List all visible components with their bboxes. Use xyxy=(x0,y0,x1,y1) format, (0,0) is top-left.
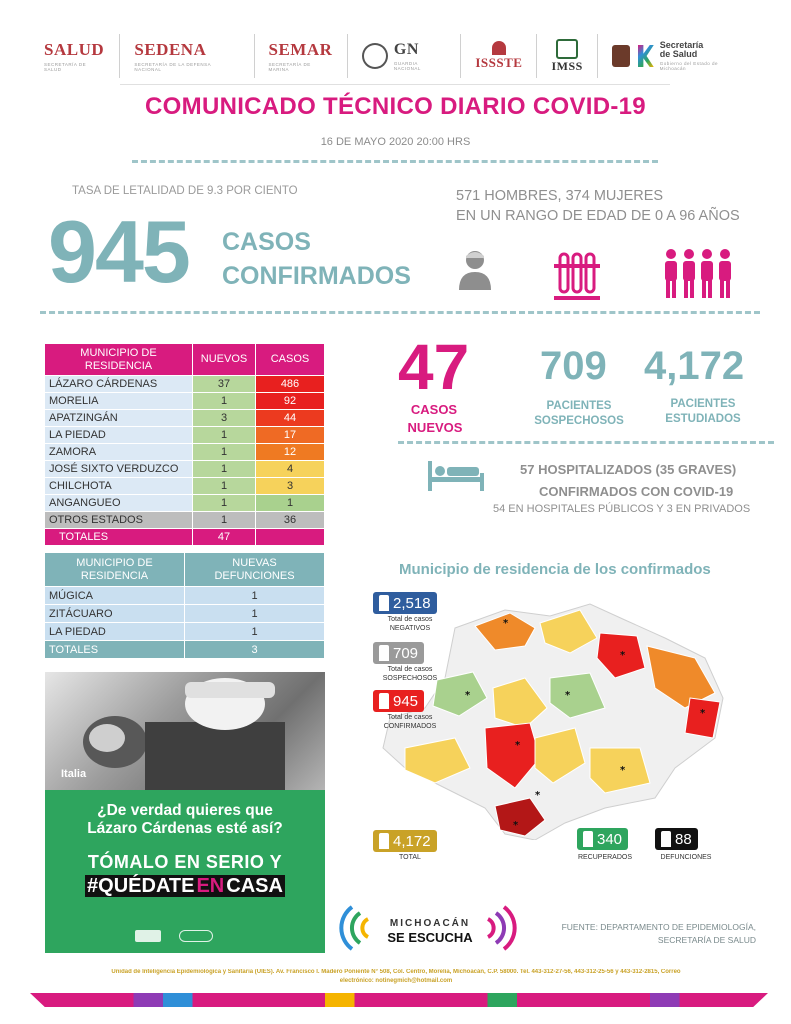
banner-question-2: Lázaro Cárdenas esté así? xyxy=(87,820,283,837)
banner-hashtag-en: EN xyxy=(196,875,225,897)
negativos-badge xyxy=(373,592,437,614)
deaths-table-header xyxy=(45,553,325,587)
cases-table xyxy=(44,343,325,546)
casos-cell: 12 xyxy=(256,444,325,461)
divider-middle xyxy=(40,311,760,314)
sospechosos-caption-1: Total de casos xyxy=(387,666,433,673)
table-row xyxy=(45,623,325,641)
logo-salud-sub: SECRETARÍA DE SALUD xyxy=(44,62,87,72)
deaths-table xyxy=(44,552,325,659)
eagle-icon xyxy=(492,41,506,55)
escucha-logo-icon xyxy=(179,930,213,942)
table-row xyxy=(45,461,325,478)
hospital-line-3: 54 EN HOSPITALES PÚBLICOS Y 3 EN PRIVADOS xyxy=(493,503,751,515)
person-icon xyxy=(379,645,389,661)
confirmed-label-2: CONFIRMADOS xyxy=(222,262,411,290)
footer-line-1: Unidad de Inteligencia Epidemiológica y Sanitaria (UIES). Av. Francisco I. Madero Poniente N° 508, Col. Centro, Morelia, Michoacán, C.P. 58000. Tel. 443-312-27-56, 443-312-25-56 y 443-312-2815, Correo xyxy=(111,969,681,975)
divider-right xyxy=(398,441,774,444)
svg-text:*: * xyxy=(620,765,626,776)
logo-salud xyxy=(30,34,120,78)
svg-text:*: * xyxy=(565,690,571,701)
municipio-cell: OTROS ESTADOS xyxy=(45,512,193,529)
casos-cell: 1 xyxy=(256,495,325,512)
banner-question-1: ¿De verdad quieres que xyxy=(97,802,273,819)
logo-sedena xyxy=(120,34,254,78)
logo-semar xyxy=(255,34,348,78)
person-icon xyxy=(379,693,389,709)
defunciones-cell: 1 xyxy=(185,623,325,641)
municipio-cell: MORELIA xyxy=(45,393,193,410)
test-tubes-icon xyxy=(552,250,602,302)
svg-text:*: * xyxy=(620,650,626,661)
header-nuevas-defunciones: NUEVAS DEFUNCIONES xyxy=(185,553,325,587)
campaign-banner xyxy=(45,790,325,953)
casos-cell: 486 xyxy=(256,376,325,393)
letalidad-text: TASA DE LETALIDAD DE 9.3 POR CIENTO xyxy=(72,185,298,197)
recuperados-caption: RECUPERADOS xyxy=(577,854,633,861)
totals-empty xyxy=(256,529,325,546)
total-badge xyxy=(373,830,437,852)
nuevos-cell: 1 xyxy=(193,495,256,512)
demographics-line-1: 571 HOMBRES, 374 MUJERES xyxy=(456,188,664,204)
table-row xyxy=(45,410,325,427)
logo-secretaria-sub: Gobierno del Estado de Michoacán xyxy=(659,61,719,71)
defunciones-badge xyxy=(655,828,698,850)
person-icon xyxy=(379,595,389,611)
municipio-cell: APATZINGÁN xyxy=(45,410,193,427)
casos-cell: 4 xyxy=(256,461,325,478)
footer-color-strip xyxy=(30,993,768,1007)
svg-text:*: * xyxy=(515,740,521,751)
deaths-totals-label: TOTALES xyxy=(45,641,185,659)
table-row xyxy=(45,427,325,444)
state-emblem-icon xyxy=(612,45,630,67)
fuente-line-1: FUENTE: DEPARTAMENTO DE EPIDEMIOLOGÍA, xyxy=(561,922,756,932)
nuevos-cell: 1 xyxy=(193,461,256,478)
defunciones-cell: 1 xyxy=(185,587,325,605)
studied-label-2: ESTUDIADOS xyxy=(665,413,741,425)
deaths-totals-row xyxy=(45,641,325,659)
casos-cell: 3 xyxy=(256,478,325,495)
defunciones-value: 88 xyxy=(675,830,692,848)
nuevos-cell: 1 xyxy=(193,427,256,444)
nuevos-cell: 1 xyxy=(193,478,256,495)
new-cases-label-1: CASOS xyxy=(410,402,458,417)
svg-text:*: * xyxy=(465,690,471,701)
confirmados-badge xyxy=(373,690,424,712)
header-municipio-deaths: MUNICIPIO DE RESIDENCIA xyxy=(45,553,185,587)
confirmed-label-1: CASOS xyxy=(222,228,311,256)
logo-issste xyxy=(461,34,537,78)
negativos-caption-2: NEGATIVOS xyxy=(389,625,431,632)
logo-issste-text: ISSSTE xyxy=(475,55,523,70)
municipio-cell: LA PIEDAD xyxy=(45,623,185,641)
nuevos-cell: 1 xyxy=(193,393,256,410)
svg-text:*: * xyxy=(503,618,509,629)
banner-hashtag-casa: CASA xyxy=(226,875,283,897)
svg-text:*: * xyxy=(535,790,541,801)
logo-imss-text: IMSS xyxy=(551,58,583,73)
map-panel xyxy=(365,540,768,880)
imss-emblem-icon xyxy=(556,39,578,59)
banner-call-2 xyxy=(45,875,325,898)
totals-value: 47 xyxy=(193,529,256,546)
banner-hashtag: #QUÉDATE xyxy=(87,875,195,897)
suspected-number: 709 xyxy=(540,344,607,388)
campaign-line-1: MICHOACÁN xyxy=(389,918,471,929)
logo-gn-text: GN xyxy=(393,41,419,58)
table-row xyxy=(45,376,325,393)
banner-logos xyxy=(135,930,213,942)
nuevos-cell: 1 xyxy=(193,512,256,529)
logo-gn-sub: GUARDIA NACIONAL xyxy=(393,61,421,71)
italy-hospital-photo xyxy=(45,672,325,790)
municipio-cell: ZAMORA xyxy=(45,444,193,461)
municipio-cell: ZITÁCUARO xyxy=(45,605,185,623)
hospital-bed-icon xyxy=(428,461,484,491)
banner-call-1: TÓMALO EN SERIO Y xyxy=(87,852,283,872)
michoacan-logo-icon xyxy=(135,930,161,942)
deaths-totals-value: 3 xyxy=(185,641,325,659)
logo-semar-sub: SECRETARÍA DE MARINA xyxy=(268,62,311,72)
sospechosos-caption-2: SOSPECHOSOS xyxy=(382,675,438,682)
person-icon xyxy=(661,831,671,847)
page-title: COMUNICADO TÉCNICO DIARIO COVID-19 xyxy=(145,93,646,120)
seal-icon xyxy=(362,43,388,69)
studied-label-1: PACIENTES xyxy=(670,398,736,410)
cases-table-body xyxy=(45,376,325,546)
logo-sedena-sub: SECRETARÍA DE LA DEFENSA NACIONAL xyxy=(134,62,211,72)
municipio-cell: ANGANGUEO xyxy=(45,495,193,512)
municipio-cell: CHILCHOTA xyxy=(45,478,193,495)
table-row xyxy=(45,495,325,512)
people-icon xyxy=(662,248,734,300)
divider-top xyxy=(132,160,658,163)
confirmados-caption-1: Total de casos xyxy=(387,714,433,721)
header-divider xyxy=(120,84,670,85)
nuevos-cell: 1 xyxy=(193,444,256,461)
negativos-value: 2,518 xyxy=(393,594,431,612)
person-icon xyxy=(379,833,389,849)
map-title: Municipio de residencia de los confirmados xyxy=(399,561,711,578)
cases-table-header xyxy=(45,344,325,376)
table-row xyxy=(45,393,325,410)
confirmed-number: 945 xyxy=(48,202,189,301)
table-row xyxy=(45,512,325,529)
table-row xyxy=(45,587,325,605)
deaths-table-body xyxy=(45,587,325,659)
demographics-line-2: EN UN RANGO DE EDAD DE 0 A 96 AÑOS xyxy=(456,208,740,224)
header-municipio: MUNICIPIO DE RESIDENCIA xyxy=(45,344,193,376)
casos-cell: 36 xyxy=(256,512,325,529)
municipio-cell: MÚGICA xyxy=(45,587,185,605)
defunciones-cell: 1 xyxy=(185,605,325,623)
totals-label: TOTALES xyxy=(45,529,193,546)
municipio-cell: JOSÉ SIXTO VERDUZCO xyxy=(45,461,193,478)
logo-imss xyxy=(537,34,597,78)
svg-text:*: * xyxy=(700,708,706,719)
logo-semar-text: SEMAR xyxy=(268,40,333,59)
suspected-label-1: PACIENTES xyxy=(546,400,612,412)
header-casos: CASOS xyxy=(256,344,325,376)
header-nuevos: NUEVOS xyxy=(193,344,256,376)
colorful-k-icon xyxy=(638,45,654,67)
sospechosos-badge xyxy=(373,642,424,664)
logo-salud-text: SALUD xyxy=(44,40,105,59)
total-caption: TOTAL xyxy=(399,854,421,861)
defunciones-caption: DEFUNCIONES xyxy=(660,854,712,861)
photo-caption: Italia xyxy=(61,768,87,780)
nuevos-cell: 3 xyxy=(193,410,256,427)
logo-gn xyxy=(348,34,461,78)
municipio-cell: LA PIEDAD xyxy=(45,427,193,444)
hospital-line-2: CONFIRMADOS CON COVID-19 xyxy=(539,484,734,499)
casos-cell: 17 xyxy=(256,427,325,444)
recuperados-badge xyxy=(577,828,628,850)
doctor-icon xyxy=(456,248,494,290)
municipio-cell: LÁZARO CÁRDENAS xyxy=(45,376,193,393)
table-row xyxy=(45,478,325,495)
total-value: 4,172 xyxy=(393,832,431,850)
new-cases-number: 47 xyxy=(398,331,470,403)
nuevos-cell: 37 xyxy=(193,376,256,393)
table-row xyxy=(45,605,325,623)
footer-line-2: electrónico: notinegmich@hotmail.com xyxy=(339,978,453,984)
report-date: 16 DE MAYO 2020 20:00 HRS xyxy=(320,136,471,148)
studied-number: 4,172 xyxy=(644,344,745,388)
casos-cell: 44 xyxy=(256,410,325,427)
totals-row xyxy=(45,529,325,546)
sospechosos-value: 709 xyxy=(393,644,419,662)
photo-illustration xyxy=(45,672,325,790)
confirmados-caption-2: CONFIRMADOS xyxy=(383,723,437,730)
negativos-caption-1: Total de casos xyxy=(387,616,433,623)
logo-secretaria-text: Secretaría de Salud xyxy=(659,40,704,59)
casos-cell: 92 xyxy=(256,393,325,410)
confirmados-value: 945 xyxy=(393,692,419,710)
recuperados-value: 340 xyxy=(597,830,623,848)
fuente-line-2: SECRETARÍA DE SALUD xyxy=(657,935,756,945)
new-cases-label-2: NUEVOS xyxy=(407,420,463,435)
logo-bar xyxy=(30,32,760,80)
svg-text:*: * xyxy=(513,820,519,831)
suspected-label-2: SOSPECHOSOS xyxy=(534,415,624,427)
logo-secretaria xyxy=(598,34,760,78)
person-icon xyxy=(583,831,593,847)
campaign-line-2: SE ESCUCHA xyxy=(387,930,473,945)
table-row xyxy=(45,444,325,461)
logo-sedena-text: SEDENA xyxy=(134,40,207,59)
hospital-line-1: 57 HOSPITALIZADOS (35 GRAVES) xyxy=(520,462,737,477)
